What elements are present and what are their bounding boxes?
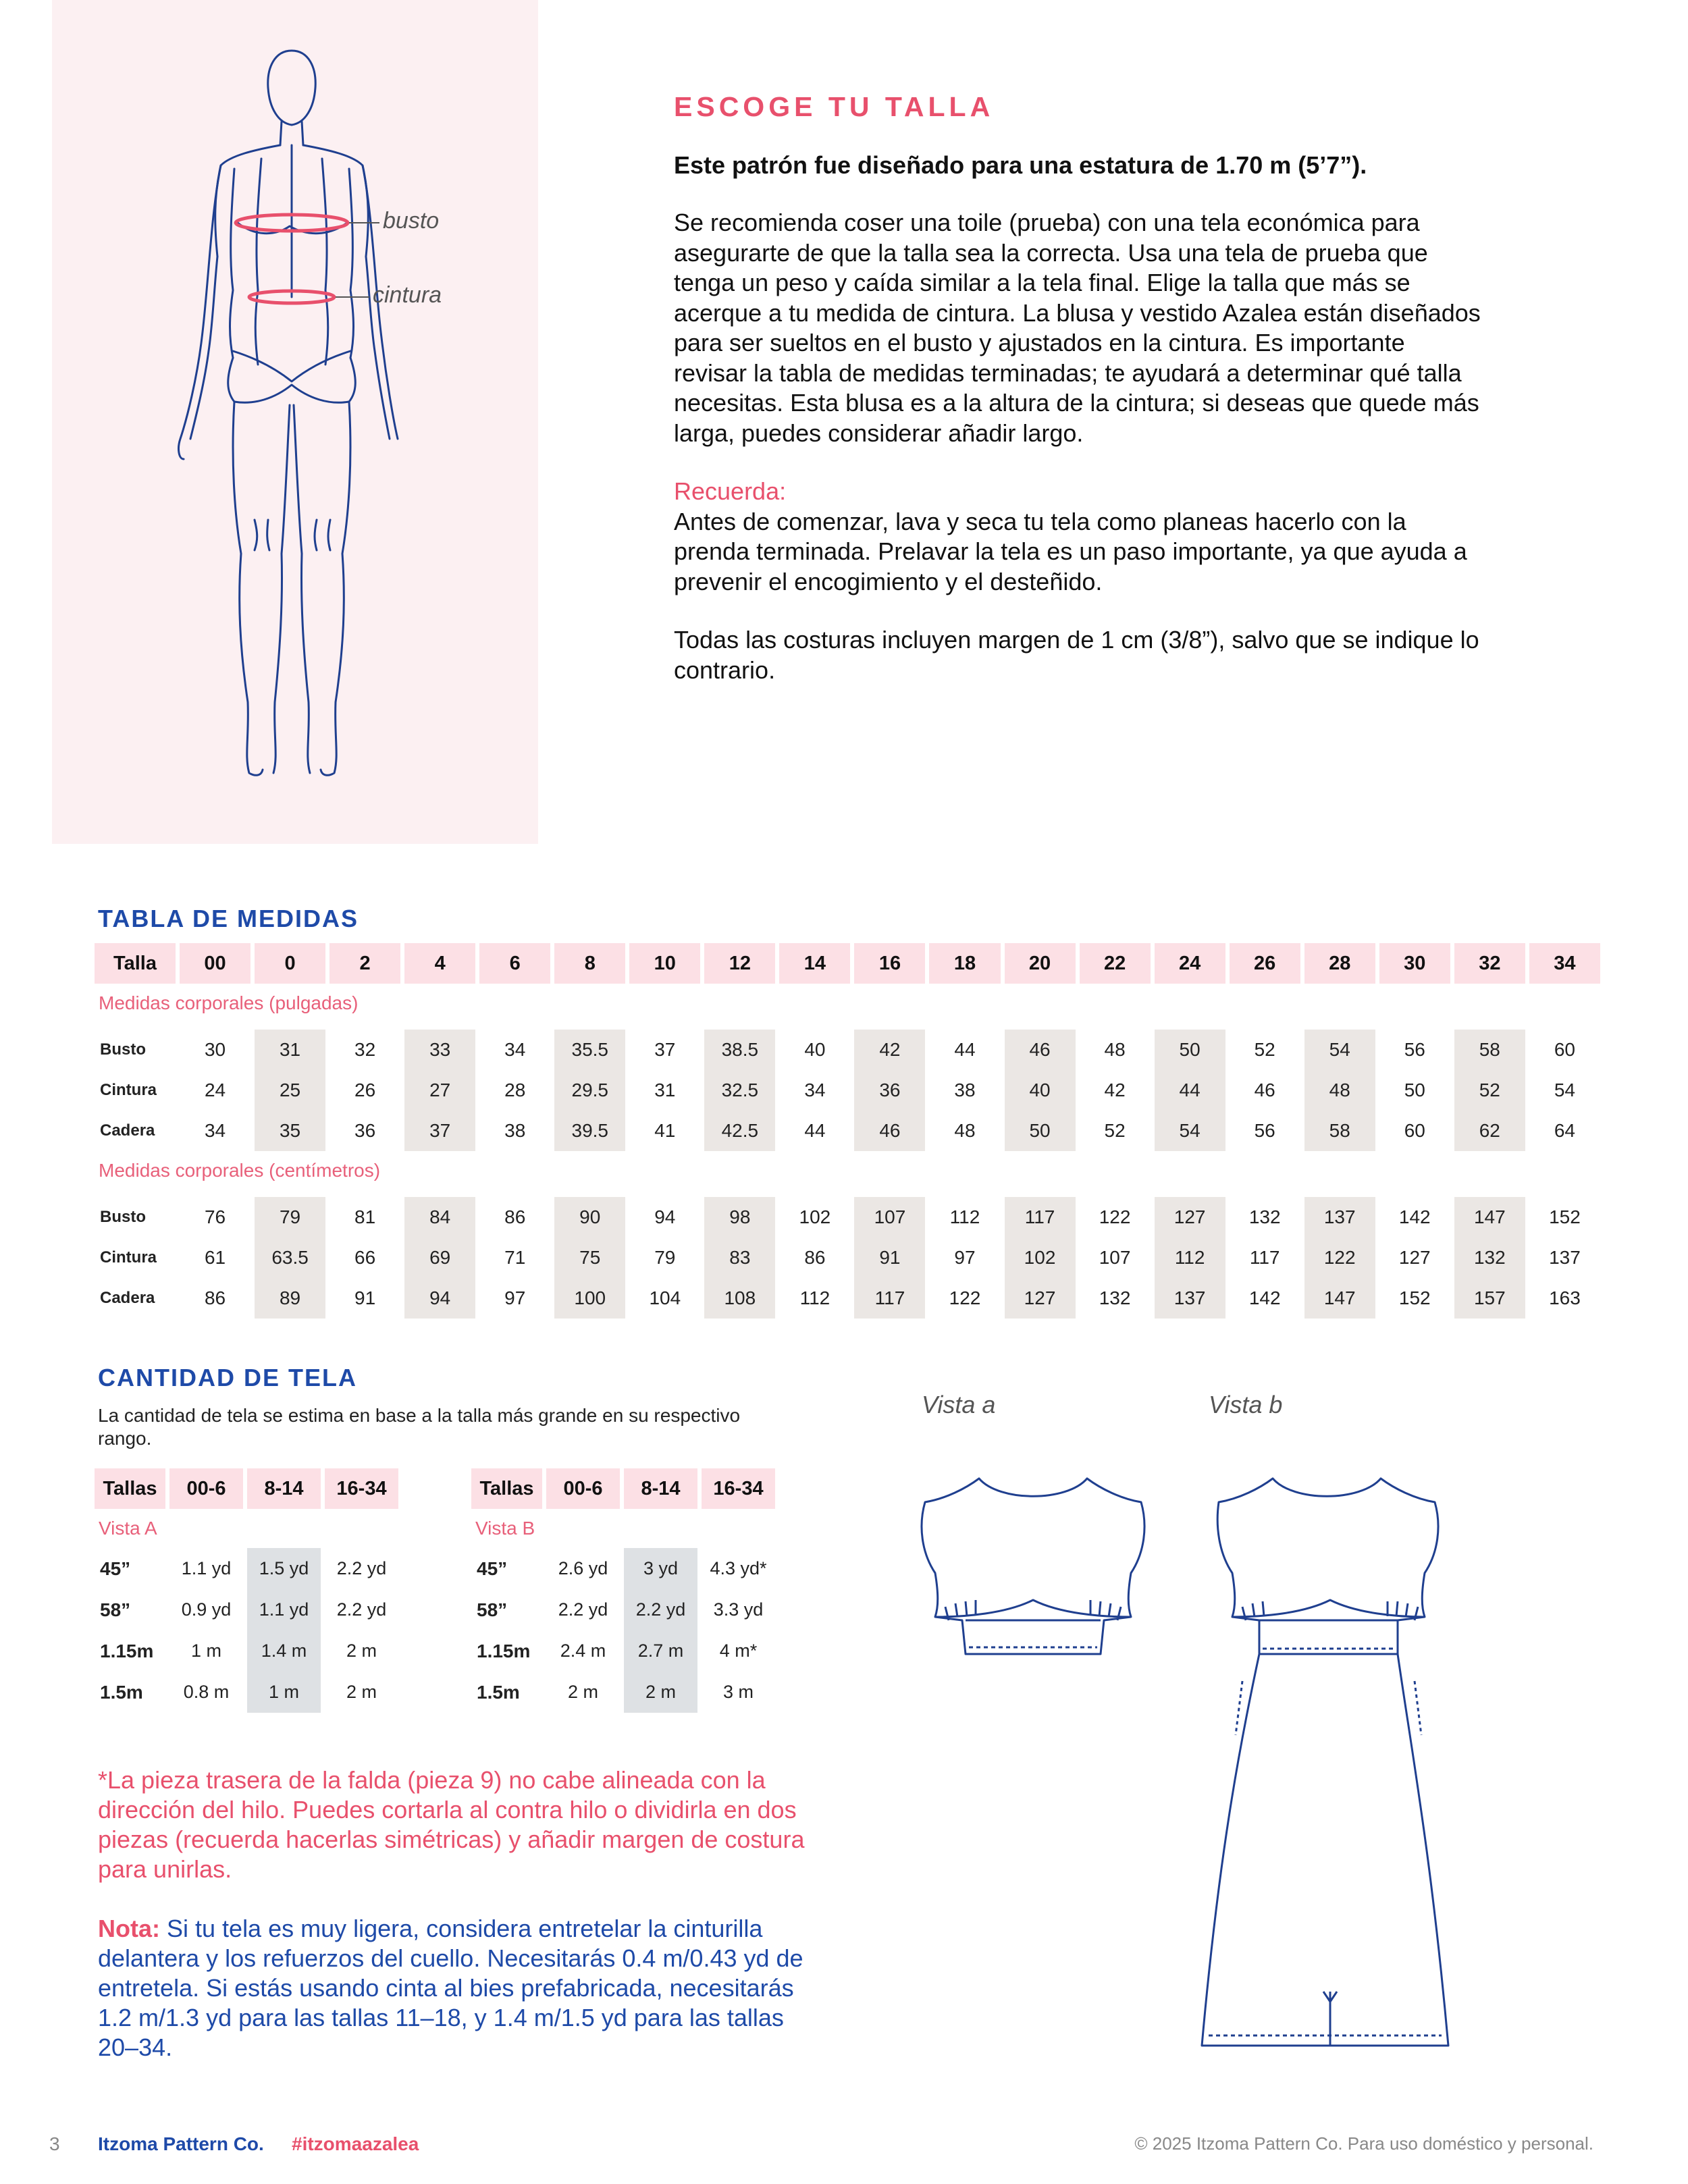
row-label: 1.15m xyxy=(477,1640,531,1661)
table-cell: 41 xyxy=(625,1111,700,1151)
size-header-cell: 20 xyxy=(1001,943,1076,984)
table-cell: 2 m xyxy=(321,1630,398,1672)
table-cell: 58 xyxy=(1300,1111,1375,1151)
footer-brand: Itzoma Pattern Co. xyxy=(98,2133,264,2154)
table-cell: 2.2 yd xyxy=(620,1589,697,1630)
row-label: Cintura xyxy=(100,1081,157,1099)
table-cell: 122 xyxy=(1076,1197,1151,1237)
table-cell: 108 xyxy=(700,1278,775,1319)
table-cell: 30 xyxy=(176,1030,250,1070)
table-row xyxy=(471,1630,775,1672)
size-header-cell: 0 xyxy=(250,943,325,984)
table-cell: 152 xyxy=(1375,1278,1450,1319)
table-cell: 54 xyxy=(1525,1070,1600,1111)
table-cell: 48 xyxy=(1076,1030,1151,1070)
table-cell: 28 xyxy=(475,1070,550,1111)
intro-section xyxy=(674,91,1484,685)
body-croquis-figure xyxy=(52,0,538,844)
footer-copyright: © 2025 Itzoma Pattern Co. Para uso doméstico y personal. xyxy=(1134,2133,1593,2154)
table-cell: 102 xyxy=(775,1197,850,1237)
table-cell: 163 xyxy=(1525,1278,1600,1319)
table-cell: 2.4 m xyxy=(542,1630,620,1672)
row-label: 45” xyxy=(477,1557,508,1579)
table-cell: 107 xyxy=(1076,1237,1151,1278)
table-cell: 38.5 xyxy=(700,1030,775,1070)
table-cell: 34 xyxy=(775,1070,850,1111)
table-cell: 32.5 xyxy=(700,1070,775,1111)
table-row xyxy=(95,1672,398,1713)
table-cell: 2.2 yd xyxy=(321,1548,398,1589)
table-cell: 2.7 m xyxy=(620,1630,697,1672)
table-cell: 2 m xyxy=(321,1672,398,1713)
table-cell: 112 xyxy=(1151,1237,1225,1278)
size-header-cell: 18 xyxy=(925,943,1000,984)
table-cell: 66 xyxy=(325,1237,400,1278)
table-cell: 76 xyxy=(176,1197,250,1237)
row-label: Busto xyxy=(100,1208,146,1226)
table-cell: 48 xyxy=(1300,1070,1375,1111)
table-cell: 50 xyxy=(1151,1030,1225,1070)
table-cell: 137 xyxy=(1525,1237,1600,1278)
asterisk-note: *La pieza trasera de la falda (pieza 9) no cabe alineada con la dirección del hilo. Puedes cortarla al contra hilo o dividirla en dos piezas (recuerda hacerlas simétricas) y añadir margen de costura para unirlas. xyxy=(98,1766,805,1883)
section-title-tabla-de-medidas: TABLA DE MEDIDAS xyxy=(98,905,359,932)
table-cell: 142 xyxy=(1225,1278,1300,1319)
fabric-header-cell: 8-14 xyxy=(620,1468,697,1509)
table-row xyxy=(95,1630,398,1672)
table-cell: 94 xyxy=(625,1197,700,1237)
table-cell: 63.5 xyxy=(250,1237,325,1278)
size-header-cell: 00 xyxy=(176,943,250,984)
table-cell: 61 xyxy=(176,1237,250,1278)
table-cell: 0.8 m xyxy=(165,1672,243,1713)
table-cell: 117 xyxy=(850,1278,925,1319)
cintura-label: cintura xyxy=(373,282,442,308)
nota-label: Nota: xyxy=(98,1915,160,1942)
cm-label: Medidas corporales (centímetros) xyxy=(99,1160,381,1181)
table-cell: 40 xyxy=(775,1030,850,1070)
table-cell: 56 xyxy=(1225,1111,1300,1151)
table-cell: 1.4 m xyxy=(243,1630,321,1672)
table-cell: 90 xyxy=(550,1197,625,1237)
table-cell: 104 xyxy=(625,1278,700,1319)
table-cell: 39.5 xyxy=(550,1111,625,1151)
table-cell: 52 xyxy=(1450,1070,1525,1111)
row-label: Cadera xyxy=(100,1289,155,1307)
table-cell: 81 xyxy=(325,1197,400,1237)
table-cell: 79 xyxy=(250,1197,325,1237)
vista-b-title: Vista b xyxy=(1209,1391,1283,1418)
table-cell: 75 xyxy=(550,1237,625,1278)
size-header-cell: 34 xyxy=(1525,943,1600,984)
size-header-cell: 12 xyxy=(700,943,775,984)
table-cell: 34 xyxy=(176,1111,250,1151)
table-row xyxy=(95,1278,1600,1319)
table-cell: 26 xyxy=(325,1070,400,1111)
table-cell: 60 xyxy=(1525,1030,1600,1070)
size-header-cell: 30 xyxy=(1375,943,1450,984)
croquis-panel xyxy=(52,0,538,844)
table-cell: 157 xyxy=(1450,1278,1525,1319)
table-row xyxy=(471,1589,775,1630)
table-cell: 91 xyxy=(325,1278,400,1319)
table-cell: 94 xyxy=(400,1278,475,1319)
height-note: Este patrón fue diseñado para una estatura de 1.70 m (5’7”). xyxy=(674,151,1367,179)
table-cell: 2 m xyxy=(542,1672,620,1713)
table-cell: 4.3 yd* xyxy=(697,1548,775,1589)
size-header-cell: 6 xyxy=(475,943,550,984)
table-cell: 132 xyxy=(1450,1237,1525,1278)
size-header-row xyxy=(95,943,1600,984)
table-cell: 152 xyxy=(1525,1197,1600,1237)
footer-hashtag: #itzomaazalea xyxy=(292,2133,419,2154)
row-label: 58” xyxy=(477,1599,508,1620)
row-label: 45” xyxy=(100,1557,131,1579)
table-cell: 142 xyxy=(1375,1197,1450,1237)
table-cell: 91 xyxy=(850,1237,925,1278)
table-cell: 1.1 yd xyxy=(243,1589,321,1630)
table-cell: 112 xyxy=(775,1278,850,1319)
fabric-table-vista-a xyxy=(95,1468,398,1713)
vista-a-blouse-drawing xyxy=(922,1479,1144,1654)
table-cell: 0.9 yd xyxy=(165,1589,243,1630)
table-cell: 25 xyxy=(250,1070,325,1111)
table-cell: 44 xyxy=(775,1111,850,1151)
table-cell: 102 xyxy=(1001,1237,1076,1278)
table-cell: 52 xyxy=(1225,1030,1300,1070)
table-cell: 44 xyxy=(1151,1070,1225,1111)
table-cell: 31 xyxy=(625,1070,700,1111)
interfacing-note xyxy=(98,1914,807,2062)
section-title-escoge-tu-talla: ESCOGE TU TALLA xyxy=(674,91,995,122)
table-cell: 1.5 yd xyxy=(243,1548,321,1589)
table-cell: 127 xyxy=(1001,1278,1076,1319)
table-cell: 50 xyxy=(1001,1111,1076,1151)
table-cell: 46 xyxy=(850,1111,925,1151)
section-title-cantidad-de-tela: CANTIDAD DE TELA xyxy=(98,1364,357,1391)
vista-b-subheader xyxy=(471,1509,775,1548)
table-row xyxy=(95,1237,1600,1278)
recuerda-label: Recuerda: xyxy=(674,477,787,505)
seam-allowance-note: Todas las costuras incluyen margen de 1 cm (3/8”), salvo que se indique lo contrario. xyxy=(674,626,1479,684)
table-cell: 34 xyxy=(475,1030,550,1070)
table-cell: 132 xyxy=(1225,1197,1300,1237)
table-cell: 127 xyxy=(1151,1197,1225,1237)
row-label: 1.5m xyxy=(477,1681,520,1703)
table-cell: 1 m xyxy=(243,1672,321,1713)
table-cell: 36 xyxy=(325,1111,400,1151)
vista-b-dress-drawing xyxy=(1202,1479,1448,2046)
table-cell: 58 xyxy=(1450,1030,1525,1070)
nota-text: Si tu tela es muy ligera, considera entretelar la cinturilla delantera y los refuerzos del cuello. Necesitarás 0.4 m/0.43 yd de entretela. Si estás usando cinta al bies prefabricada, necesitarás 1.2 m/1.3 yd para las tallas 11–18, y 1.4 m/1.5 yd para las tallas 20–34. xyxy=(98,1915,803,2061)
table-cell: 44 xyxy=(925,1030,1000,1070)
recuerda-text: Antes de comenzar, lava y seca tu tela como planeas hacerlo con la prenda terminada. Prelavar la tela es un paso importante, ya que ayuda a prevenir el encogimiento y el desteñido. xyxy=(674,507,1467,595)
fabric-header-row xyxy=(471,1468,775,1509)
table-cell: 46 xyxy=(1001,1030,1076,1070)
table-cell: 84 xyxy=(400,1197,475,1237)
size-header-cell: 8 xyxy=(550,943,625,984)
table-cell: 132 xyxy=(1076,1278,1151,1319)
table-cell: 42 xyxy=(1076,1070,1151,1111)
table-cell: 36 xyxy=(850,1070,925,1111)
table-row xyxy=(95,1197,1600,1237)
size-header-cell: 28 xyxy=(1300,943,1375,984)
size-header-cell: 4 xyxy=(400,943,475,984)
vista-a-label: Vista A xyxy=(99,1518,157,1539)
table-cell: 137 xyxy=(1300,1197,1375,1237)
table-cell: 42.5 xyxy=(700,1111,775,1151)
size-header-cell: 10 xyxy=(625,943,700,984)
table-cell: 97 xyxy=(925,1237,1000,1278)
table-cell: 137 xyxy=(1151,1278,1225,1319)
table-cell: 35 xyxy=(250,1111,325,1151)
table-cell: 98 xyxy=(700,1197,775,1237)
size-header-cell: 16 xyxy=(850,943,925,984)
fabric-header-cell: Tallas xyxy=(95,1468,165,1509)
vista-b-label: Vista B xyxy=(475,1518,535,1539)
measurements-table xyxy=(95,943,1600,1319)
table-row xyxy=(471,1548,775,1589)
size-header-cell: 2 xyxy=(325,943,400,984)
table-cell: 86 xyxy=(475,1197,550,1237)
table-cell: 2 m xyxy=(620,1672,697,1713)
table-cell: 97 xyxy=(475,1278,550,1319)
row-label: 1.5m xyxy=(100,1681,143,1703)
fabric-header-cell: Tallas xyxy=(471,1468,542,1509)
table-row xyxy=(95,1111,1600,1151)
table-cell: 33 xyxy=(400,1030,475,1070)
table-cell: 52 xyxy=(1076,1111,1151,1151)
table-cell: 29.5 xyxy=(550,1070,625,1111)
row-label: Busto xyxy=(100,1040,146,1059)
row-label: Cintura xyxy=(100,1248,157,1267)
fabric-header-cell: 00-6 xyxy=(542,1468,620,1509)
table-cell: 3.3 yd xyxy=(697,1589,775,1630)
table-row xyxy=(95,1548,398,1589)
vista-a-title: Vista a xyxy=(922,1391,996,1418)
table-cell: 83 xyxy=(700,1237,775,1278)
row-label: 58” xyxy=(100,1599,131,1620)
table-cell: 56 xyxy=(1375,1030,1450,1070)
table-cell: 1.1 yd xyxy=(165,1548,243,1589)
table-cell: 27 xyxy=(400,1070,475,1111)
table-cell: 31 xyxy=(250,1030,325,1070)
table-cell: 46 xyxy=(1225,1070,1300,1111)
table-cell: 64 xyxy=(1525,1111,1600,1151)
table-cell: 122 xyxy=(1300,1237,1375,1278)
table-cell: 37 xyxy=(400,1111,475,1151)
table-row xyxy=(471,1672,775,1713)
fabric-intro: La cantidad de tela se estima en base a la talla más grande en su respectivo rango. xyxy=(98,1405,741,1449)
table-row xyxy=(95,1030,1600,1070)
vista-a-subheader xyxy=(95,1509,398,1548)
table-cell: 117 xyxy=(1001,1197,1076,1237)
table-cell: 86 xyxy=(775,1237,850,1278)
table-cell: 48 xyxy=(925,1111,1000,1151)
cm-subheader xyxy=(95,1151,1600,1190)
table-cell: 3 yd xyxy=(620,1548,697,1589)
table-cell: 69 xyxy=(400,1237,475,1278)
table-cell: 2.6 yd xyxy=(542,1548,620,1589)
table-cell: 1 m xyxy=(165,1630,243,1672)
table-cell: 35.5 xyxy=(550,1030,625,1070)
table-cell: 42 xyxy=(850,1030,925,1070)
table-cell: 62 xyxy=(1450,1111,1525,1151)
fabric-header-cell: 16-34 xyxy=(697,1468,775,1509)
table-cell: 122 xyxy=(925,1278,1000,1319)
page-number: 3 xyxy=(49,2133,60,2154)
table-cell: 107 xyxy=(850,1197,925,1237)
table-cell: 3 m xyxy=(697,1672,775,1713)
inches-label: Medidas corporales (pulgadas) xyxy=(99,992,359,1013)
size-header-cell: 22 xyxy=(1076,943,1151,984)
table-cell: 71 xyxy=(475,1237,550,1278)
table-cell: 32 xyxy=(325,1030,400,1070)
fabric-header-cell: 00-6 xyxy=(165,1468,243,1509)
fabric-header-cell: 16-34 xyxy=(321,1468,398,1509)
size-header-cell: 24 xyxy=(1151,943,1225,984)
table-cell: 38 xyxy=(925,1070,1000,1111)
table-cell: 50 xyxy=(1375,1070,1450,1111)
table-cell: 100 xyxy=(550,1278,625,1319)
fabric-header-cell: 8-14 xyxy=(243,1468,321,1509)
table-cell: 24 xyxy=(176,1070,250,1111)
row-label: Cadera xyxy=(100,1121,155,1140)
size-header-cell: 14 xyxy=(775,943,850,984)
table-cell: 2.2 yd xyxy=(542,1589,620,1630)
table-row xyxy=(95,1070,1600,1111)
table-cell: 40 xyxy=(1001,1070,1076,1111)
inches-subheader xyxy=(95,984,1600,1023)
table-cell: 79 xyxy=(625,1237,700,1278)
row-label: 1.15m xyxy=(100,1640,154,1661)
busto-label: busto xyxy=(383,208,440,234)
table-cell: 147 xyxy=(1300,1278,1375,1319)
table-cell: 147 xyxy=(1450,1197,1525,1237)
fabric-header-row xyxy=(95,1468,398,1509)
garment-illustrations xyxy=(898,1451,1506,2079)
table-row xyxy=(95,1589,398,1630)
table-cell: 117 xyxy=(1225,1237,1300,1278)
fabric-table-vista-b xyxy=(471,1468,775,1713)
table-cell: 38 xyxy=(475,1111,550,1151)
table-cell: 2.2 yd xyxy=(321,1589,398,1630)
size-header-cell: 32 xyxy=(1450,943,1525,984)
table-cell: 112 xyxy=(925,1197,1000,1237)
size-header-cell: 26 xyxy=(1225,943,1300,984)
table-cell: 54 xyxy=(1300,1030,1375,1070)
table-cell: 37 xyxy=(625,1030,700,1070)
table-cell: 86 xyxy=(176,1278,250,1319)
table-cell: 4 m* xyxy=(697,1630,775,1672)
table-cell: 89 xyxy=(250,1278,325,1319)
size-header-label: Talla xyxy=(95,943,176,984)
table-cell: 127 xyxy=(1375,1237,1450,1278)
table-cell: 54 xyxy=(1151,1111,1225,1151)
table-cell: 60 xyxy=(1375,1111,1450,1151)
intro-paragraph: Se recomienda coser una toile (prueba) con una tela económica para asegurarte de que la talla sea la correcta. Usa una tela de prueba que tenga un peso y caída similar a la tela final. Elige la talla que más se acerque a tu medida de cintura. La blusa y vestido Azalea están diseñados para ser sueltos en el busto y ajustados en la cintura. Es importante revisar la tabla de medidas terminadas; te ayudará a determinar qué talla necesitas. Esta blusa es a la altura de la cintura; si deseas que quede más larga, puedes considerar añadir largo. xyxy=(674,209,1481,447)
